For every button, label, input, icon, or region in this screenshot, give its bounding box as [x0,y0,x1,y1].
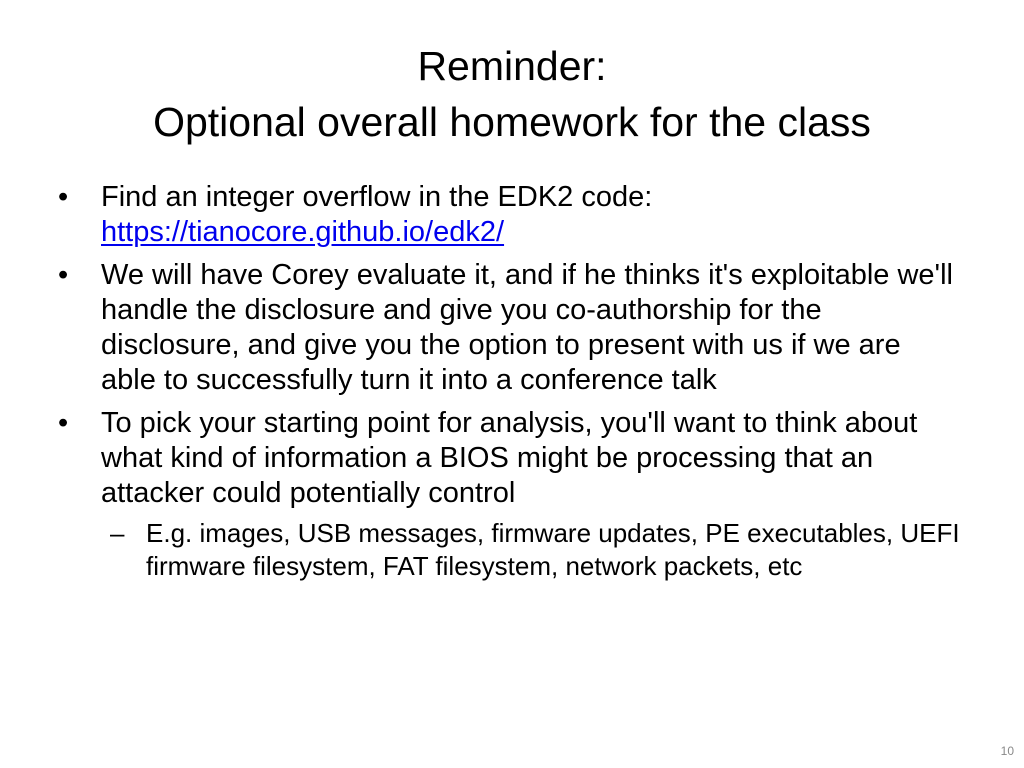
page-number: 10 [1000,744,1014,758]
dash-icon: – [110,518,125,548]
sub-bullet-text: E.g. images, USB messages, firmware updates, PE executables, UEFI firmware filesystem, FAT filesystem, network packets, etc [146,518,960,581]
bullet-icon: • [58,407,69,439]
bullet-text-2: We will have Corey evaluate it, and if he thinks it's exploitable we'll handle the disclosure and give you co-authorship for the disclosure, and give you the option to present with us if we are able to successfully turn it into a conference talk [101,259,953,396]
slide-title [30,38,994,150]
bullet-text-1: Find an integer overflow in the EDK2 code: [101,181,653,213]
bullet-icon: • [58,259,69,291]
bullet-item-2 [52,258,962,398]
sub-bullet-item [110,517,962,583]
bullet-text-3: To pick your starting point for analysis, you'll want to think about what kind of information a BIOS might be processing that an attacker could potentially control [101,407,918,509]
title-line-1: Reminder: [417,43,607,89]
bullet-list [52,180,962,583]
bullet-icon: • [58,181,69,213]
title-line-2: Optional overall homework for the class [153,99,871,145]
edk2-link[interactable]: https://tianocore.github.io/edk2/ [101,216,505,248]
bullet-item-1 [52,180,962,250]
bullet-item-3 [52,406,962,511]
